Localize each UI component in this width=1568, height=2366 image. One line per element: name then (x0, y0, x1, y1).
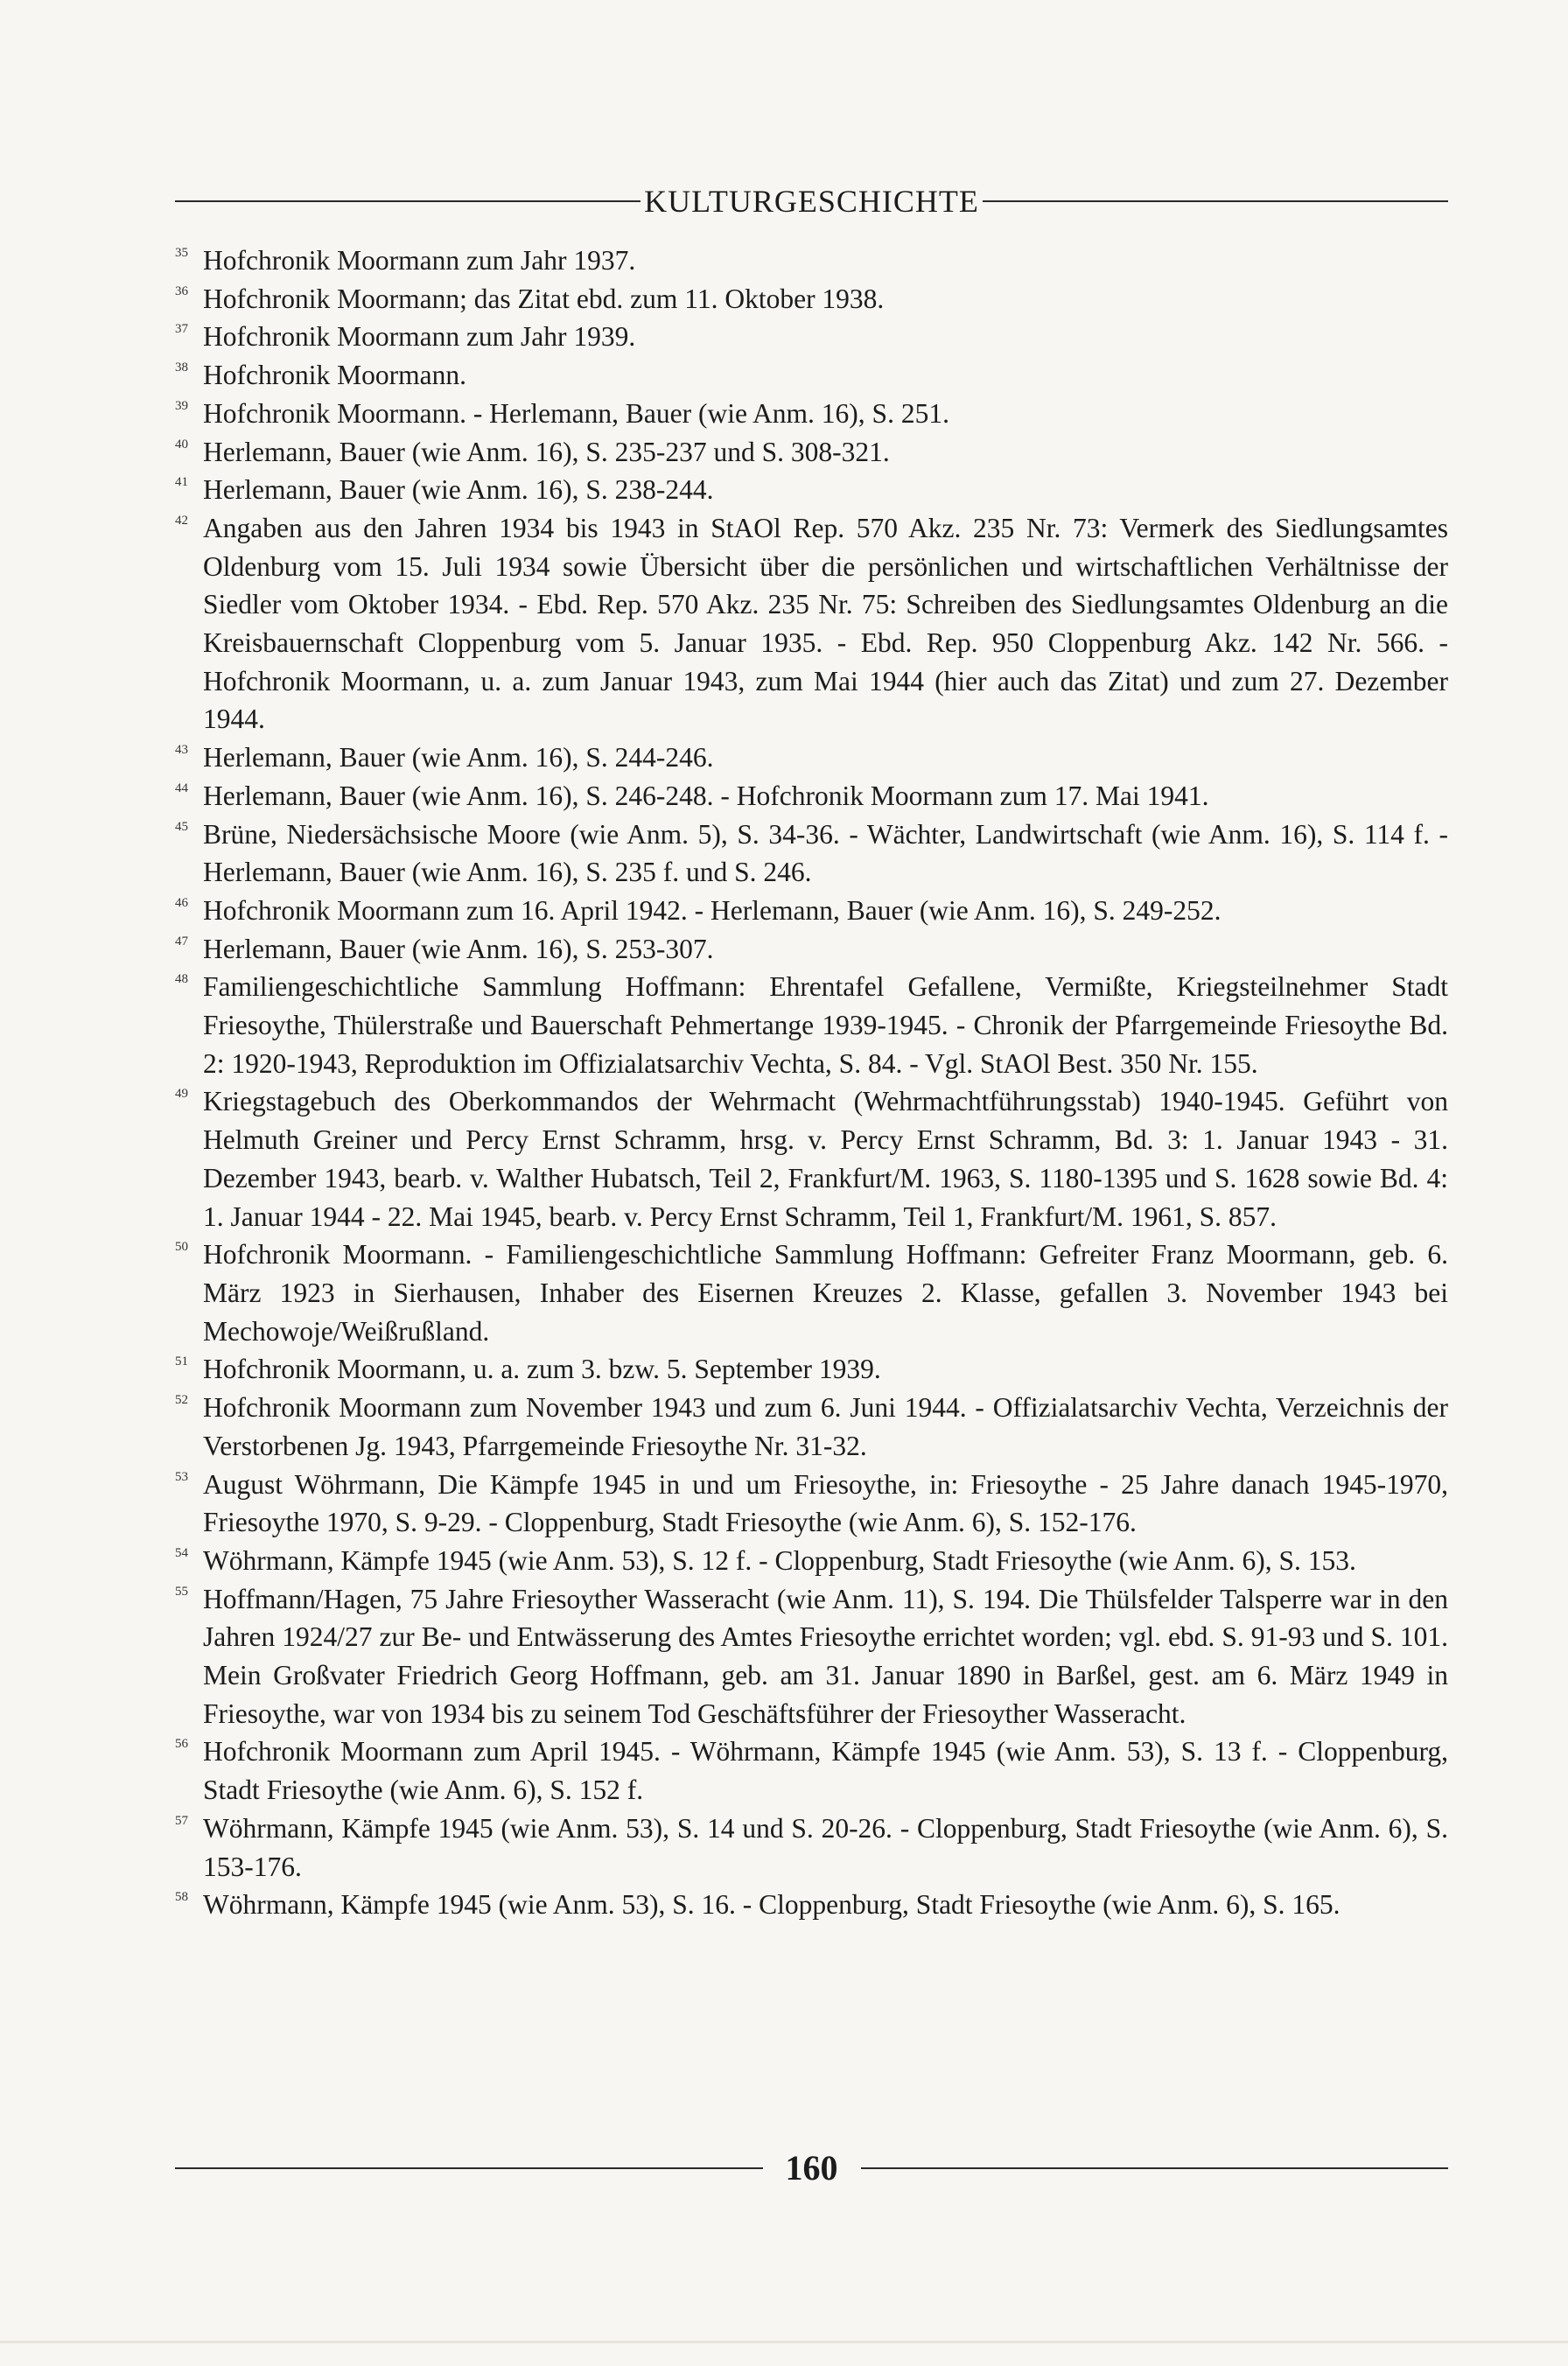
endnote (175, 1810, 1448, 1886)
page-number: 160 (785, 2148, 838, 2188)
endnote-text: Herlemann, Bauer (wie Anm. 16), S. 238-244. (203, 474, 714, 506)
endnote-number: 54 (175, 1545, 188, 1560)
header-rule-left (175, 200, 640, 202)
endnote-number: 46 (175, 895, 188, 910)
endnote-text: Wöhrmann, Kämpfe 1945 (wie Anm. 53), S. 16. - Cloppenburg, Stadt Friesoythe (wie Anm. 6), S. 165. (203, 1889, 1340, 1921)
endnote-text: Hofchronik Moormann; das Zitat ebd. zum 11. Oktober 1938. (203, 283, 885, 314)
endnote-number: 56 (175, 1737, 188, 1752)
footer-rule-left (175, 2167, 763, 2169)
endnote (175, 816, 1448, 892)
endnote-text: August Wöhrmann, Die Kämpfe 1945 in und um Friesoythe, in: Friesoythe - 25 Jahre danach 1945-1970, Friesoythe 1970, S. 9-29. - Cloppenburg, Stadt Friesoythe (wie Anm. 6), S. 152-176. (203, 1468, 1448, 1538)
endnote (175, 1350, 1448, 1389)
endnote-text: Hoffmann/Hagen, 75 Jahre Friesoyther Wasseracht (wie Anm. 11), S. 194. Die Thülsfelder Talsperre war in den Jahren 1924/27 zur Be- und Entwässerung des Amtes Friesoythe errichtet worden; vgl. ebd. S. 91-93 und S. 101. Mein Großvater Friedrich Georg Hoffmann, geb. am 31. Januar 1890 in Barßel, gest. am 6. März 1949 in Friesoythe, war von 1934 bis zu seinem Tod Geschäftsführer der Friesoyther Wasseracht. (203, 1583, 1448, 1729)
endnote-number: 45 (175, 819, 188, 834)
endnote (175, 1082, 1448, 1236)
endnote-text: Hofchronik Moormann zum Jahr 1937. (203, 245, 636, 276)
header-rule-right (983, 200, 1448, 202)
endnote (175, 318, 1448, 356)
endnote (175, 395, 1448, 433)
endnote-text: Hofchronik Moormann zum April 1945. - Wöhrmann, Kämpfe 1945 (wie Anm. 53), S. 13 f. - Cloppenburg, Stadt Friesoythe (wie Anm. 6), S. 152 f. (203, 1736, 1448, 1806)
endnote-number: 50 (175, 1240, 188, 1255)
endnote (175, 356, 1448, 395)
endnote (175, 433, 1448, 472)
endnote-number: 44 (175, 780, 188, 795)
footer-rule-right (861, 2167, 1449, 2169)
endnote (175, 280, 1448, 318)
endnote-number: 52 (175, 1393, 188, 1408)
endnote (175, 777, 1448, 816)
endnote-text: Hofchronik Moormann zum Jahr 1939. (203, 321, 636, 353)
endnote-text: Hofchronik Moormann zum 16. April 1942. - Herlemann, Bauer (wie Anm. 16), S. 249-252. (203, 894, 1222, 926)
header-title: KULTURGESCHICHTE (644, 184, 979, 219)
page-footer (175, 2142, 1448, 2194)
endnote-number: 51 (175, 1354, 188, 1369)
endnote (175, 1236, 1448, 1350)
endnote-text: Herlemann, Bauer (wie Anm. 16), S. 246-248. - Hofchronik Moormann zum 17. Mai 1941. (203, 780, 1209, 811)
endnote-number: 53 (175, 1469, 188, 1484)
endnote (175, 738, 1448, 777)
endnote-number: 57 (175, 1813, 188, 1828)
scan-edge (0, 2341, 1568, 2343)
endnote (175, 1732, 1448, 1809)
endnote-number: 43 (175, 743, 188, 758)
endnote-text: Wöhrmann, Kämpfe 1945 (wie Anm. 53), S. 14 und S. 20-26. - Cloppenburg, Stadt Friesoythe (wie Anm. 6), S. 153-176. (203, 1812, 1448, 1882)
endnote-number: 55 (175, 1584, 188, 1599)
endnote-number: 38 (175, 360, 188, 375)
endnote-text: Hofchronik Moormann, u. a. zum 3. bzw. 5. September 1939. (203, 1354, 881, 1385)
endnote (175, 1466, 1448, 1542)
endnote (175, 1542, 1448, 1580)
endnote-text: Hofchronik Moormann zum November 1943 und zum 6. Juni 1944. - Offizialatsarchiv Vechta, Verzeichnis der Verstorbenen Jg. 1943, Pfarrgemeinde Friesoythe Nr. 31-32. (203, 1392, 1448, 1461)
endnote-text: Angaben aus den Jahren 1934 bis 1943 in StAOl Rep. 570 Akz. 235 Nr. 73: Vermerk des Siedlungsamtes Oldenburg vom 15. Juli 1934 sowie Übersicht über die persönlichen und wirtschaftlichen Verhältnisse der Siedler vom Oktober 1934. - Ebd. Rep. 570 Akz. 235 Nr. 75: Schreiben des Siedlungsamtes Oldenburg an die Kreisbauernschaft Cloppenburg vom 5. Januar 1935. - Ebd. Rep. 950 Cloppenburg Akz. 142 Nr. 566. - Hofchronik Moormann, u. a. zum Januar 1943, zum Mai 1944 (hier auch das Zitat) und zum 27. Dezember 1944. (203, 512, 1448, 735)
endnote-text: Brüne, Niedersächsische Moore (wie Anm. 5), S. 34-36. - Wächter, Landwirtschaft (wie Anm. 16), S. 114 f. - Herlemann, Bauer (wie Anm. 16), S. 235 f. und S. 246. (203, 818, 1448, 888)
endnote-number: 39 (175, 398, 188, 413)
endnote (175, 471, 1448, 509)
endnote-text: Herlemann, Bauer (wie Anm. 16), S. 253-307. (203, 933, 714, 964)
endnote (175, 930, 1448, 969)
endnote-number: 48 (175, 972, 188, 987)
running-header (175, 179, 1448, 223)
endnote-number: 40 (175, 437, 188, 452)
endnote (175, 1389, 1448, 1465)
endnote (175, 509, 1448, 738)
endnote-text: Wöhrmann, Kämpfe 1945 (wie Anm. 53), S. 12 f. - Cloppenburg, Stadt Friesoythe (wie Anm. 6), S. 153. (203, 1544, 1356, 1576)
endnote-number: 42 (175, 513, 188, 528)
endnote-number: 41 (175, 475, 188, 490)
endnote-text: Hofchronik Moormann. - Familiengeschichtliche Sammlung Hoffmann: Gefreiter Franz Moormann, geb. 6. März 1923 in Sierhausen, Inhaber des Eisernen Kreuzes 2. Klasse, gefallen 3. November 1943 bei Mechowoje/Weißrußland. (203, 1239, 1448, 1347)
endnote-text: Familiengeschichtliche Sammlung Hoffmann: Ehrentafel Gefallene, Vermißte, Kriegsteilnehmer Stadt Friesoythe, Thülerstraße und Bauerschaft Pehmertange 1939-1945. - Chronik der Pfarrgemeinde Friesoythe Bd. 2: 1920-1943, Reproduktion im Offizialatsarchiv Vechta, S. 84. - Vgl. StAOl Best. 350 Nr. 155. (203, 971, 1448, 1079)
endnote-text: Hofchronik Moormann. (203, 360, 466, 391)
endnote-number: 49 (175, 1087, 188, 1102)
endnote (175, 968, 1448, 1082)
endnote-number: 36 (175, 284, 188, 298)
endnote-number: 37 (175, 322, 188, 337)
endnote-text: Herlemann, Bauer (wie Anm. 16), S. 244-246. (203, 742, 714, 774)
endnotes-list (175, 242, 1448, 1924)
endnote (175, 1580, 1448, 1733)
endnote (175, 1886, 1448, 1924)
endnote-text: Hofchronik Moormann. - Herlemann, Bauer (wie Anm. 16), S. 251. (203, 397, 949, 429)
endnote-number: 47 (175, 934, 188, 948)
endnote (175, 892, 1448, 930)
endnote-text: Herlemann, Bauer (wie Anm. 16), S. 235-237 und S. 308-321. (203, 436, 890, 467)
endnote-text: Kriegstagebuch des Oberkommandos der Wehrmacht (Wehrmachtführungsstab) 1940-1945. Geführt von Helmuth Greiner und Percy Ernst Schramm, hrsg. v. Percy Ernst Schramm, Bd. 3: 1. Januar 1943 - 31. Dezember 1943, bearb. v. Walther Hubatsch, Teil 2, Frankfurt/M. 1963, S. 1180-1395 und S. 1628 sowie Bd. 4: 1. Januar 1944 - 22. Mai 1945, bearb. v. Percy Ernst Schramm, Teil 1, Frankfurt/M. 1961, S. 857. (203, 1086, 1448, 1232)
endnote (175, 242, 1448, 280)
endnote-number: 35 (175, 246, 188, 260)
endnote-number: 58 (175, 1890, 188, 1905)
